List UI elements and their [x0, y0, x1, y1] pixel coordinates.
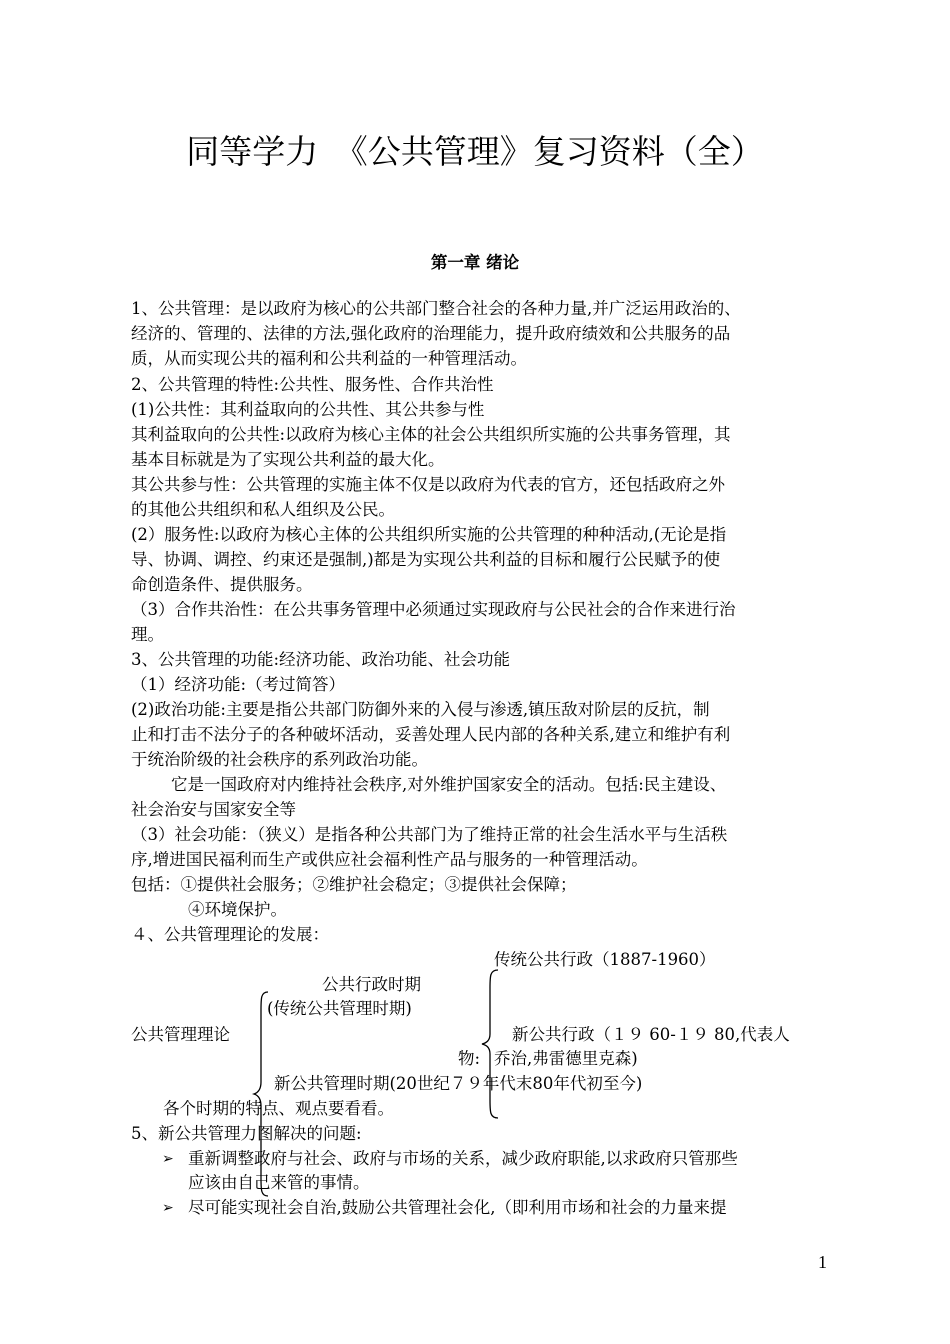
diagram-sub2-a: 新公共行政（１９ 60-１９ 80,代表人 [512, 1025, 790, 1044]
page-number: 1 [818, 1252, 827, 1272]
diagram-root: 公共管理理论 [131, 1025, 230, 1044]
paragraph-line: 理。 [131, 625, 164, 644]
diagram-period1-a: 公共行政时期 [322, 975, 421, 994]
paragraph-line: (1)公共性：其利益取向的公共性、其公共参与性 [131, 400, 485, 419]
chapter-heading: 第一章 绪论 [430, 253, 520, 272]
diagram-sub2-b-prefix: 物: [458, 1049, 481, 1068]
paragraph-line: 的其他公共组织和私人组织及公民。 [131, 500, 395, 519]
paragraph-line: 其利益取向的公共性:以政府为核心主体的社会公共组织所实施的公共事务管理，其 [131, 425, 731, 444]
bullet-arrow-icon: ➢ [162, 1151, 174, 1167]
paragraph-line: 经济的、管理的、法律的方法,强化政府的治理能力，提升政府绩效和公共服务的品 [131, 324, 731, 343]
paragraph-line: 包括：①提供社会服务；②维护社会稳定；③提供社会保障； [131, 875, 577, 894]
paragraph-line: 导、协调、调控、约束还是强制,)都是为实现公共利益的目标和履行公民赋予的使 [131, 550, 721, 569]
paragraph-line: （3）合作共治性：在公共事务管理中必须通过实现政府与公民社会的合作来进行治 [131, 600, 736, 619]
bullet-item-line: 应该由自己来管的事情。 [188, 1173, 370, 1192]
diagram-sub1: 传统公共行政（1887-1960） [494, 950, 716, 969]
paragraph-line: 于统治阶级的社会秩序的系列政治功能。 [131, 750, 428, 769]
diagram-period1-b: (传统公共管理时期) [267, 999, 412, 1018]
paragraph-line: 质，从而实现公共的福利和公共利益的一种管理活动。 [131, 349, 527, 368]
paragraph-line: 2、公共管理的特性:公共性、服务性、合作共治性 [131, 375, 494, 394]
paragraph-line: (2）服务性:以政府为核心主体的公共组织所实施的公共管理的种种活动,(无论是指 [131, 525, 727, 544]
section-5-heading: 5、新公共管理力图解决的问题: [131, 1124, 362, 1143]
bullet-arrow-icon: ➢ [162, 1200, 174, 1216]
diagram-note: 各个时期的特点、观点要看看。 [163, 1099, 394, 1118]
paragraph-line: 基本目标就是为了实现公共利益的最大化。 [131, 450, 445, 469]
diagram-period2: 新公共管理时期(20世纪７９年代末80年代初至今) [274, 1074, 643, 1093]
paragraph-line: 3、公共管理的功能:经济功能、政治功能、社会功能 [131, 650, 511, 669]
paragraph-line: 序,增进国民福利而生产或供应社会福利性产品与服务的一种管理活动。 [131, 850, 648, 869]
bullet-item-line: 重新调整政府与社会、政府与市场的关系，减少政府职能,以求政府只管那些 [188, 1149, 738, 1168]
paragraph-line: （3）社会功能：（狭义）是指各种公共部门为了维持正常的社会生活水平与生活秩 [131, 825, 728, 844]
paragraph-line: ④环境保护。 [188, 900, 287, 919]
paragraph-line: 1、公共管理：是以政府为核心的公共部门整合社会的各种力量,并广泛运用政治的、 [131, 299, 741, 318]
paragraph-line: 它是一国政府对内维持社会秩序,对外维护国家安全的活动。包括:民主建设、 [171, 775, 727, 794]
right-brace [478, 968, 502, 1120]
document-title: 同等学力 《公共管理》复习资料（全） [186, 132, 764, 171]
paragraph-line: （1）经济功能:（考过简答） [131, 675, 346, 694]
paragraph-line: 命创造条件、提供服务。 [131, 575, 313, 594]
paragraph-line: 其公共参与性：公共管理的实施主体不仅是以政府为代表的官方，还包括政府之外 [131, 475, 725, 494]
paragraph-line: (2)政治功能:主要是指公共部门防御外来的入侵与渗透,镇压敌对阶层的反抗，制 [131, 700, 710, 719]
bullet-item-line: 尽可能实现社会自治,鼓励公共管理社会化,（即利用市场和社会的力量来提 [188, 1198, 727, 1217]
paragraph-line: ４、公共管理理论的发展： [131, 925, 329, 944]
diagram-sub2-b: 乔治,弗雷德里克森) [494, 1049, 638, 1068]
paragraph-line: 社会治安与国家安全等 [131, 800, 296, 819]
paragraph-line: 止和打击不法分子的各种破坏活动，妥善处理人民内部的各种关系,建立和维护有利 [131, 725, 731, 744]
